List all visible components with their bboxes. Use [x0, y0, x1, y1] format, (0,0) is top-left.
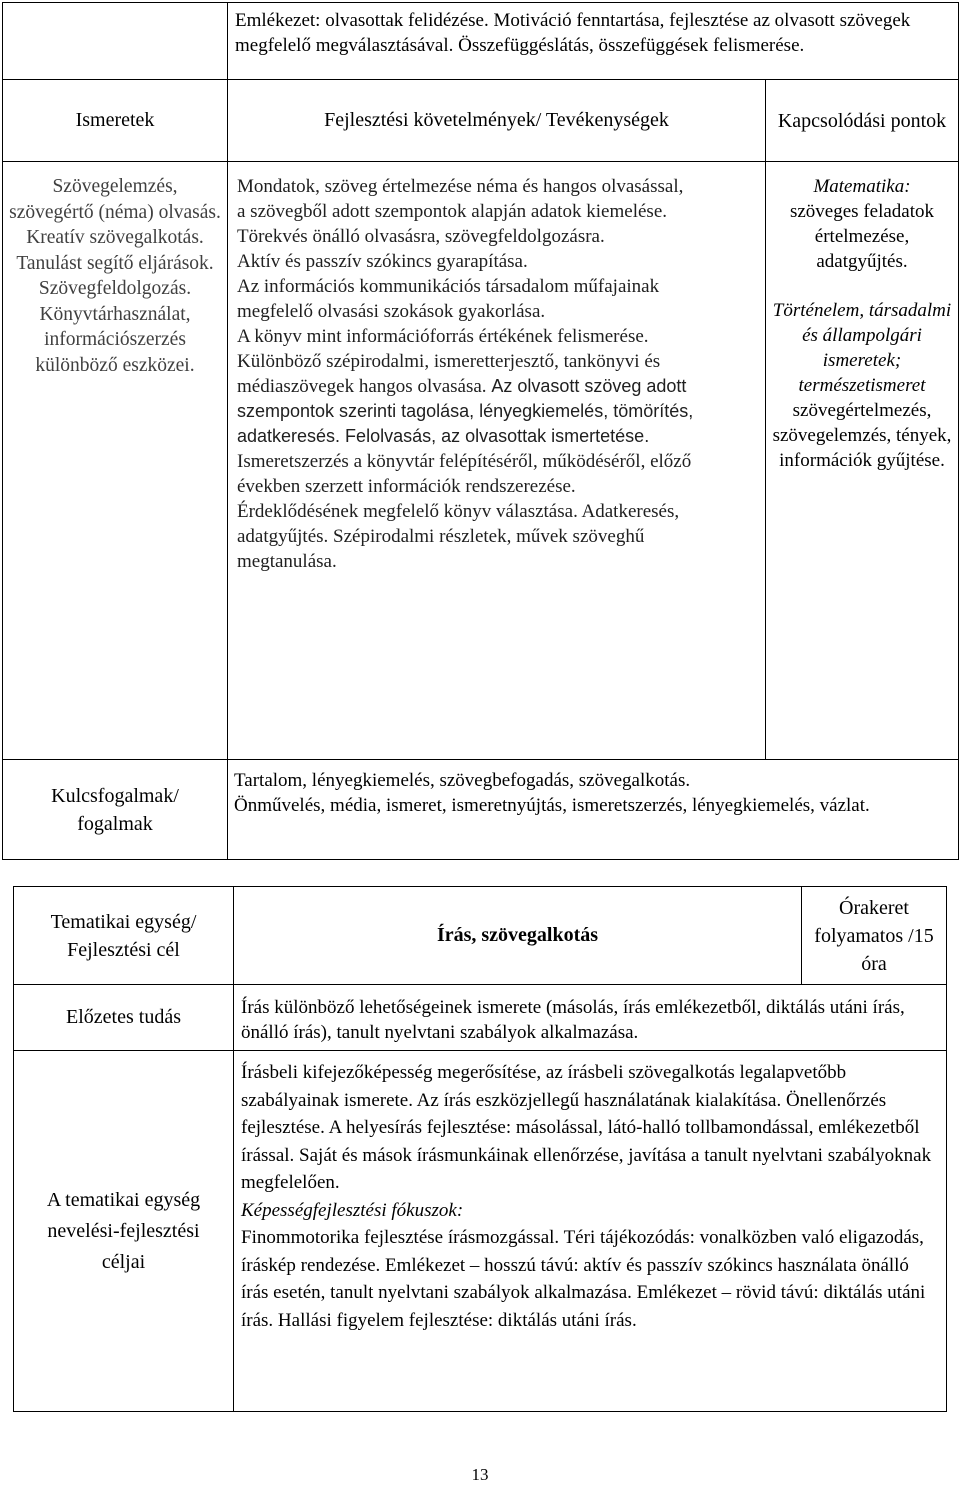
kulcsfogalmak-line2: Önművelés, média, ismeret, ismeretnyújtás, ismeretszerzés, lényegkiemelés, vázlat. [234, 795, 870, 816]
kapcsolodasi-header: Kapcsolódási pontok [766, 80, 959, 162]
elozetes-label: Előzetes tudás [14, 985, 234, 1051]
fejlesztes-p3: Törekvés önálló olvasásra, szövegfeldolgozásra. [237, 226, 605, 247]
matematika-text: szöveges feladatok értelmezése, adatgyűjtés. [789, 201, 935, 272]
ismeretek-text: Szövegelemzés, szövegértő (néma) olvasás. Kreatív szövegalkotás. Tanulást segítő eljárások. Szövegfeldolgozás. Könyvtárhasználat, információszerzés különböző eszközei. [9, 176, 221, 376]
elozetes-value: Írás különböző lehetőségeinek ismerete (másolás, írás emlékezetből, diktálás utáni írás, önálló írás), tanult nyelvtani szabályok alkalmazása. [241, 997, 905, 1043]
tortenelem-title: Történelem, társadalmi és állampolgári ismeretek; természetismeret [772, 300, 952, 396]
tematikai-value: Írás, szövegalkotás [234, 887, 802, 985]
fejlesztesi-header: Fejlesztési követelmények/ Tevékenységek [228, 80, 766, 162]
emlekezet-text: Emlékezet: olvasottak felidézése. Motiváció fenntartása, fejlesztése az olvasott szövegek megfelelő megválasztásával. Összefüggéslátás, összefüggések felismerése. [235, 10, 911, 56]
ismeretek-header: Ismeretek [3, 80, 228, 162]
kulcsfogalmak-label: Kulcsfogalmak/ fogalmak [3, 760, 228, 860]
fejlesztes-p5: Az információs kommunikációs társadalom műfajainak megfelelő olvasási szokások gyakorlása. [237, 276, 660, 322]
fejlesztes-p7-block [237, 349, 735, 449]
celok-p1: Írásbeli kifejezőképesség megerősítése, az írásbeli szövegalkotás legalapvetőbb szabályainak ismerete. Az írás eszközjellegű használatának kialakítása. Önellenőrzés fejlesztése. A helyesírás fejlesztése: másolással, látó-halló tollbamondással, emlékezetből írással. Saját és mások írásmunkáinak ellenőrzése, javítása a tanult nyelvtani szabályoknak megfelelően. [241, 1062, 932, 1193]
curriculum-table-writing [13, 886, 947, 1412]
kapcsolodasi-cell [766, 162, 959, 760]
kulcsfogalmak-cell [228, 760, 959, 860]
fejlesztes-p7: Különböző szépirodalmi, ismeretterjesztő, tankönyvi és médiaszövegek hangos olvasása. [237, 351, 661, 397]
orakeret-value: Órakeret folyamatos /15 óra [802, 887, 947, 985]
fejlesztes-p9: Érdeklődésének megfelelő könyv választása. Adatkeresés, adatgyűjtés. Szépirodalmi részletek, művek szöveghű megtanulása. [237, 501, 680, 572]
elozetes-cell [234, 985, 947, 1051]
fejlesztes-cell [228, 162, 766, 760]
celok-cell [234, 1051, 947, 1412]
fejlesztes-p2: a szövegből adott szempontok alapján adatok kiemelése. [237, 201, 667, 222]
tematikai-label: Tematikai egység/ Fejlesztési cél [14, 887, 234, 985]
fejlesztes-p6: A könyv mint információforrás értékének felismerése. [237, 326, 649, 347]
fejlesztes-p7-sans: Az olvasott szöveg adott szempontok szerinti tagolása, lényegkiemelés, tömörítés, adatkeresés. Felolvasás, az olvasottak ismertetése. [237, 376, 694, 446]
curriculum-table-reading [2, 2, 959, 860]
tortenelem-text: szövegértelmezés, szövegelemzés, tények, információk gyűjtése. [772, 400, 952, 471]
page-number: 13 [471, 1465, 489, 1484]
emlekezet-cell [228, 3, 959, 80]
fejlesztes-p8: Ismeretszerzés a könyvtár felépítéséről, működéséről, előző években szerzett információk rendszerezése. [237, 451, 692, 497]
fejlesztes-p4: Aktív és passzív szókincs gyarapítása. [237, 251, 528, 272]
ismeretek-cell [3, 162, 228, 760]
celok-focus-title: Képességfejlesztési fókuszok: [241, 1199, 464, 1221]
matematika-title: Matematika: [813, 176, 911, 197]
fejlesztes-p1: Mondatok, szöveg értelmezése néma és hangos olvasással, [237, 176, 684, 197]
top-left-empty-cell [3, 3, 228, 80]
kulcsfogalmak-line1: Tartalom, lényegkiemelés, szövegbefogadás, szövegalkotás. [234, 770, 691, 791]
celok-p2: Finommotorika fejlesztése írásmozgással. Téri tájékozódás: vonalközben való eligazodás, íráskép rendezése. Emlékezet – hosszú távú: aktív és passzív szókincs használata önálló írás esetén, tanult nyelvtani szabályok alkalmazása. Emlékezet – rövid távú: diktálás utáni írás. Hallási figyelem fejlesztése: diktálás utáni írás. [241, 1227, 926, 1331]
celok-label: A tematikai egység nevelési-fejlesztési céljai [14, 1051, 234, 1412]
